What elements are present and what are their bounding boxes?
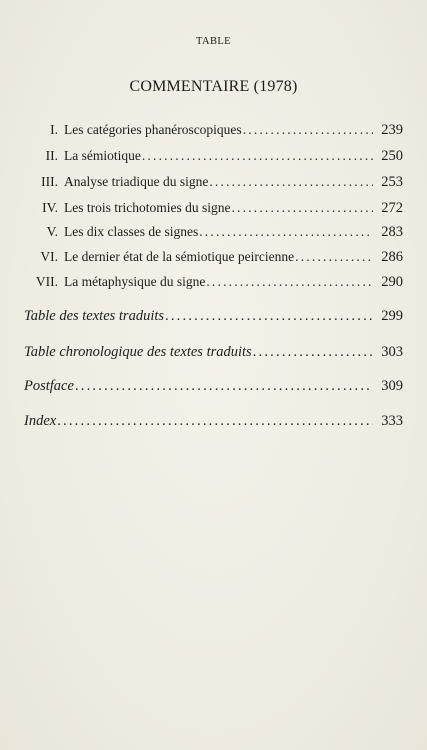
toc-entry-chapter-1[interactable] — [0, 122, 403, 142]
toc-entry-chapter-7[interactable] — [0, 274, 403, 294]
toc-entry-chapter-2[interactable] — [0, 148, 403, 168]
chapter-numeral: V. — [46, 224, 58, 239]
page-number: 333 — [381, 413, 403, 429]
entry-title: Table chronologique des textes traduits — [24, 344, 252, 360]
toc-entry-chapter-6[interactable] — [0, 249, 403, 269]
chapter-numeral: VII. — [35, 274, 58, 289]
toc-entry-postface[interactable] — [24, 378, 403, 398]
page-number: 253 — [381, 174, 403, 190]
page-number: 286 — [381, 249, 403, 265]
page-number: 272 — [381, 200, 403, 216]
chapter-numeral: IV. — [42, 200, 58, 215]
dot-leader — [142, 148, 373, 164]
toc-entry-index[interactable] — [24, 413, 403, 433]
toc-entry-table-textes[interactable] — [24, 308, 403, 328]
chapter-numeral: III. — [41, 174, 58, 189]
page-number: 290 — [381, 274, 403, 290]
chapter-numeral: VI. — [40, 249, 58, 264]
toc-entry-table-chronologique[interactable] — [24, 344, 403, 364]
dot-leader — [206, 274, 373, 290]
page-number: 309 — [381, 378, 403, 394]
chapter-title: La sémiotique — [64, 148, 141, 163]
dot-leader — [295, 249, 373, 265]
dot-leader — [199, 224, 373, 240]
dot-leader — [253, 344, 373, 361]
chapter-title: La métaphysique du signe — [64, 274, 206, 289]
dot-leader — [57, 413, 373, 430]
toc-entry-chapter-4[interactable] — [0, 200, 403, 220]
section-title: COMMENTAIRE (1978) — [129, 78, 298, 95]
chapter-numeral: II. — [45, 148, 58, 163]
dot-leader — [231, 200, 373, 216]
chapter-title: Les dix classes de signes — [64, 224, 199, 239]
dot-leader — [75, 378, 373, 395]
page-number: 250 — [381, 148, 403, 164]
chapter-title: Les trois trichotomies du signe — [64, 200, 231, 215]
entry-title: Index — [24, 413, 57, 429]
page-number: 299 — [381, 308, 403, 324]
page-number: 303 — [381, 344, 403, 360]
page-number: 239 — [381, 122, 403, 138]
chapter-title: Analyse triadique du signe — [64, 174, 209, 189]
entry-title: Postface — [24, 378, 74, 394]
dot-leader — [209, 174, 373, 190]
chapter-title: Le dernier état de la sémiotique peircienne — [64, 249, 295, 264]
running-head: TABLE — [196, 36, 231, 47]
chapter-numeral: I. — [50, 122, 58, 137]
toc-entry-chapter-3[interactable] — [0, 174, 403, 194]
dot-leader — [243, 122, 373, 138]
chapter-title: Les catégories phanéroscopiques — [64, 122, 242, 137]
dot-leader — [165, 308, 373, 325]
page-number: 283 — [381, 224, 403, 240]
toc-entry-chapter-5[interactable] — [0, 224, 403, 244]
entry-title: Table des textes traduits — [24, 308, 165, 324]
